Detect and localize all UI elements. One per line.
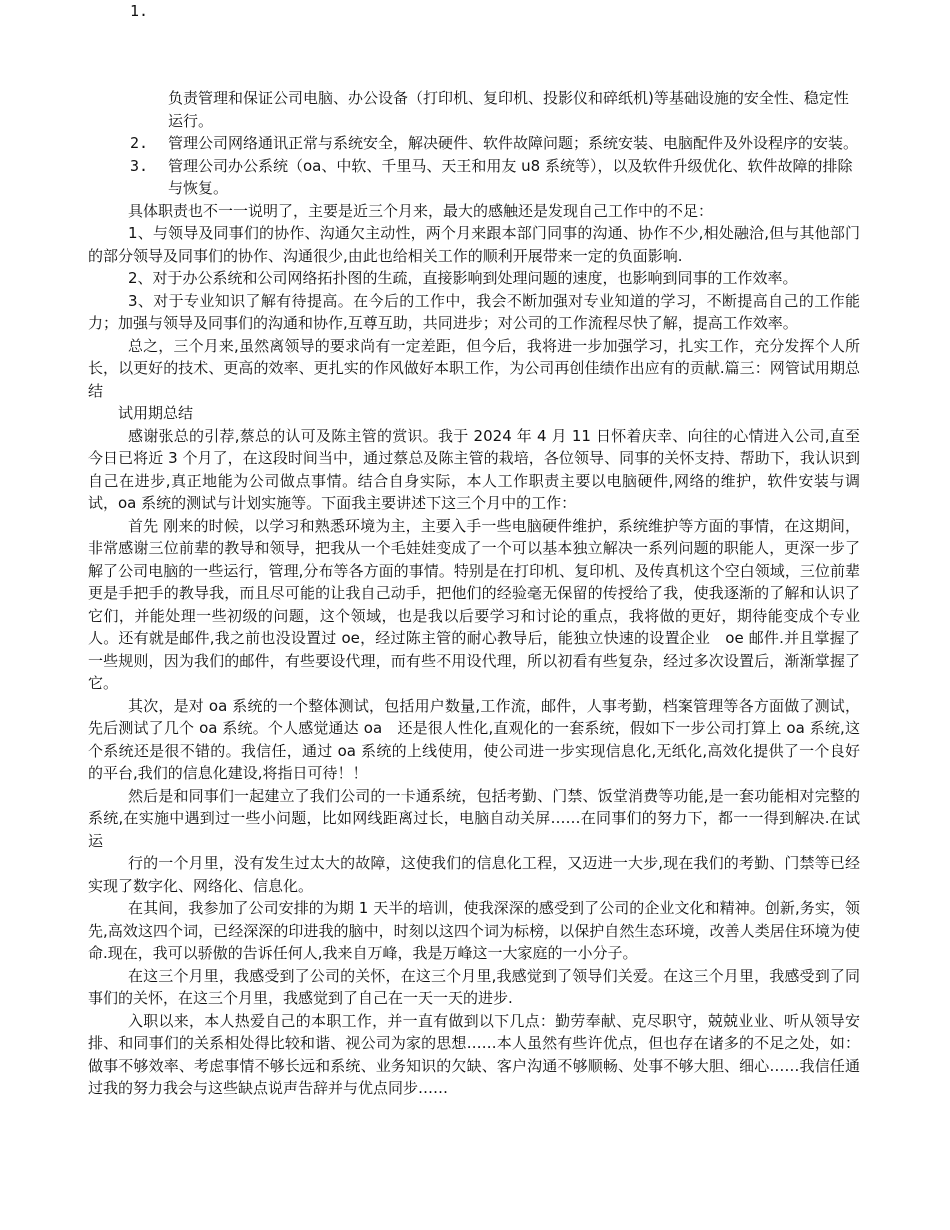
paragraph: 在这三个月里，我感受到了公司的关怀，在这三个月里,我感觉到了领导们关爱。在这三个月里，我感受到了同事们的关怀，在这三个月里，我感觉到了自己在一天一天的进步. bbox=[88, 966, 860, 1007]
paragraph: 感谢张总的引荐,蔡总的认可及陈主管的赏识。我于 2024 年 4 月 11 日怀着庆幸、向往的心情进入公司,直至今日已将近 3 个月了，在这段时间当中，通过蔡总及陈主管的栽培，各位领导、同事的关怀支持、帮助下，我认识到自己在进步,真正地能为公司做点事情。结合自身实际，本人工作职责主要以电脑硬件,网络的维护，软件安装与调试，oa 系统的测试与计划实施等。下面我主要讲述下这三个月中的工作： bbox=[88, 426, 860, 512]
paragraph: 在其间，我参加了公司安排的为期 1 天半的培训，使我深深的感受到了公司的企业文化和精神。创新,务实，领先,高效这四个词，已经深深的印进我的脑中，时刻以这四个词为标榜，以保护自然生态环境，改善人类居住环境为使命.现在，我可以骄傲的告诉任何人,我来自万峰，我是万峰这一大家庭的一小分子。 bbox=[88, 899, 860, 962]
paragraph: 1、与领导及同事们的协作、沟通欠主动性，两个月来跟本部门同事的沟通、协作不少,相处融洽,但与其他部门的部分领导及同事们的协作、沟通很少,由此也给相关工作的顺利开展带来一定的负面影响. bbox=[88, 224, 860, 265]
paragraph: 其次，是对 oa 系统的一个整体测试，包括用户数量,工作流，邮件，人事考勤，档案管理等各方面做了测试，先后测试了几个 oa 系统。个人感觉通达 oa 还是很人性化,直观化的一套系统，假如下一步公司打算上 oa 系统,这个系统还是很不错的。我信任，通过 oa 系统的上线使用，使公司进一步实现信息化,无纸化,高效化提供了一个良好的平台,我们的信息化建设,将指日可待！！ bbox=[88, 696, 860, 782]
paragraph: 具体职责也不一一说明了，主要是近三个月来，最大的感触还是发现自己工作中的不足： bbox=[128, 201, 714, 220]
list-number: 1. bbox=[130, 2, 149, 20]
paragraph: 2、对于办公系统和公司网络拓扑图的生疏，直接影响到处理问题的速度，也影响到同事的工作效率。 bbox=[128, 269, 798, 287]
list-number: 3. bbox=[130, 156, 149, 175]
list-item-text: 管理公司网络通讯正常与系统安全，解决硬件、软件故障问题；系统安装、电脑配件及外设程序的安装。 bbox=[168, 134, 859, 152]
list-item-text: 负责管理和保证公司电脑、办公设备（打印机、复印机、投影仪和碎纸机)等基础设施的安全性、稳定性运行。 bbox=[168, 89, 849, 130]
paragraph: 首先 刚来的时候，以学习和熟悉环境为主，主要入手一些电脑硬件维护，系统维护等方面的事情，在这期间，非常感谢三位前辈的教导和领导，把我从一个毛娃娃变成了一个可以基本独立解决一系列问题的职能人，更深一步了解了公司电脑的一些运行，管理,分布等各方面的事情。特别是在打印机、复印机、及传真机这个空白领域，三位前辈更是手把手的教导我，而且尽可能的让我自己动手，把他们的经验毫无保留的传授给了我，使我逐渐的了解和认识了它们，并能处理一些初级的问题，这个领域，也是我以后要学习和讨论的重点，我将做的更好，期待能变成个专业人。还有就是邮件,我之前也没设置过 oe，经过陈主管的耐心教导后，能独立快速的设置企业 oe 邮件.并且掌握了一些规则，因为我们的邮件，有些要设代理，而有些不用设代理，所以初看有些复杂，经过多次设置后，渐渐掌握了它。 bbox=[88, 516, 860, 692]
list-item bbox=[130, 132, 859, 155]
list-item-text: 管理公司办公系统（oa、中软、千里马、天王和用友 u8 系统等），以及软件升级优化、软件故障的排除与恢复。 bbox=[168, 156, 853, 197]
paragraph: 入职以来，本人热爱自己的本职工作，并一直有做到以下几点：勤劳奉献、克尽职守，兢兢业业、听从领导安排、和同事们的关系相处得比较和谐、视公司为家的思想……本人虽然有些许优点，但也存在诸多的不足之处，如：做事不够效率、考虑事情不够长远和系统、业务知识的欠缺、客户沟通不够顺畅、处事不够大胆、细心……我信任通过我的努力我会与这些缺点说声告辞并与优点同步…… bbox=[88, 1011, 860, 1097]
list-number: 2. bbox=[130, 134, 149, 152]
section-title: 试用期总结 bbox=[118, 404, 194, 422]
list-item bbox=[130, 155, 858, 200]
paragraph: 行的一个月里，没有发生过太大的故障，这使我们的信息化工程，又迈进一大步,现在我们的考勤、门禁等已经实现了数字化、网络化、信息化。 bbox=[88, 854, 860, 895]
paragraph: 总之，三个月来,虽然离领导的要求尚有一定差距，但今后，我将进一步加强学习，扎实工作，充分发挥个人所长，以更好的技术、更高的效率、更扎实的作风做好本职工作，为公司再创佳绩作出应有的贡献.篇三：网管试用期总结 bbox=[88, 336, 860, 400]
paragraph: 3、对于专业知识了解有待提高。在今后的工作中，我会不断加强对专业知道的学习，不断提高自己的工作能力；加强与领导及同事们的沟通和协作,互尊互助，共同进步；对公司的工作流程尽快了解，提高工作效率。 bbox=[88, 291, 860, 332]
list-item bbox=[130, 0, 858, 132]
paragraph: 然后是和同事们一起建立了我们公司的一卡通系统，包括考勤、门禁、饭堂消费等功能,是一套功能相对完整的系统,在实施中遇到过一些小问题，比如网线距离过长，电脑自动关屏……在同事们的努力下，都一一得到解决.在试运 bbox=[88, 786, 860, 850]
